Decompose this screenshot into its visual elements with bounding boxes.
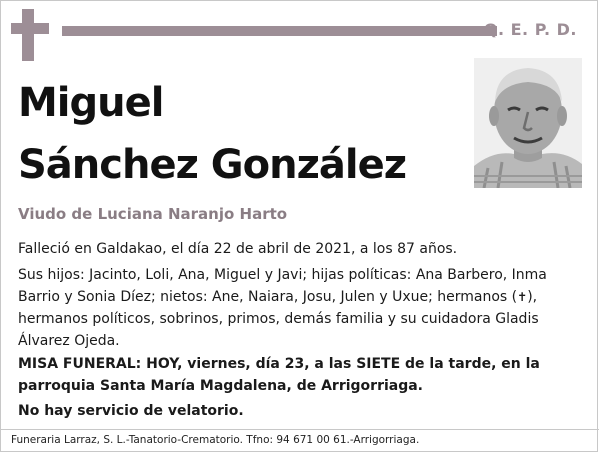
- latin-cross-icon-arm: [11, 23, 49, 34]
- family-list-text: Sus hijos: Jacinto, Loli, Ana, Miguel y Javi; hijas políticas: Ana Barbero, Inma Barrio y Sonia Díez; nietos: Ane, Naiara, Josu, Julen y Uxue; hermanos (: [18, 267, 547, 305]
- portrait-photo: [474, 58, 582, 188]
- deceased-last-name: Sánchez González: [18, 142, 406, 188]
- wake-info: No hay servicio de velatorio.: [18, 403, 244, 419]
- footer-divider: [1, 429, 599, 430]
- widow-of-subtitle: Viudo de Luciana Naranjo Harto: [18, 205, 288, 223]
- latin-cross-icon: [22, 9, 34, 61]
- portrait-photo-image: [474, 58, 582, 188]
- deceased-first-name: Miguel: [18, 80, 164, 126]
- funeral-home-footer: Funeraria Larraz, S. L.-Tanatorio-Crematorio. Tfno: 94 671 00 61.-Arrigorriaga.: [11, 434, 420, 446]
- family-list-text-continued: ), hermanos políticos, sobrinos, primos, demás familia y su cuidadora Gladis Álvarez Ojeda.: [18, 289, 539, 349]
- deceased-cross-icon: ✝: [517, 290, 528, 304]
- family-list: [18, 264, 584, 352]
- header-divider-bar: [62, 26, 497, 36]
- qepd-label: Q. E. P. D.: [483, 20, 577, 39]
- death-notice: Falleció en Galdakao, el día 22 de abril de 2021, a los 87 años.: [18, 241, 458, 257]
- funeral-mass-info: MISA FUNERAL: HOY, viernes, día 23, a las SIETE de la tarde, en la parroquia Santa María Magdalena, de Arrigorriaga.: [18, 356, 540, 394]
